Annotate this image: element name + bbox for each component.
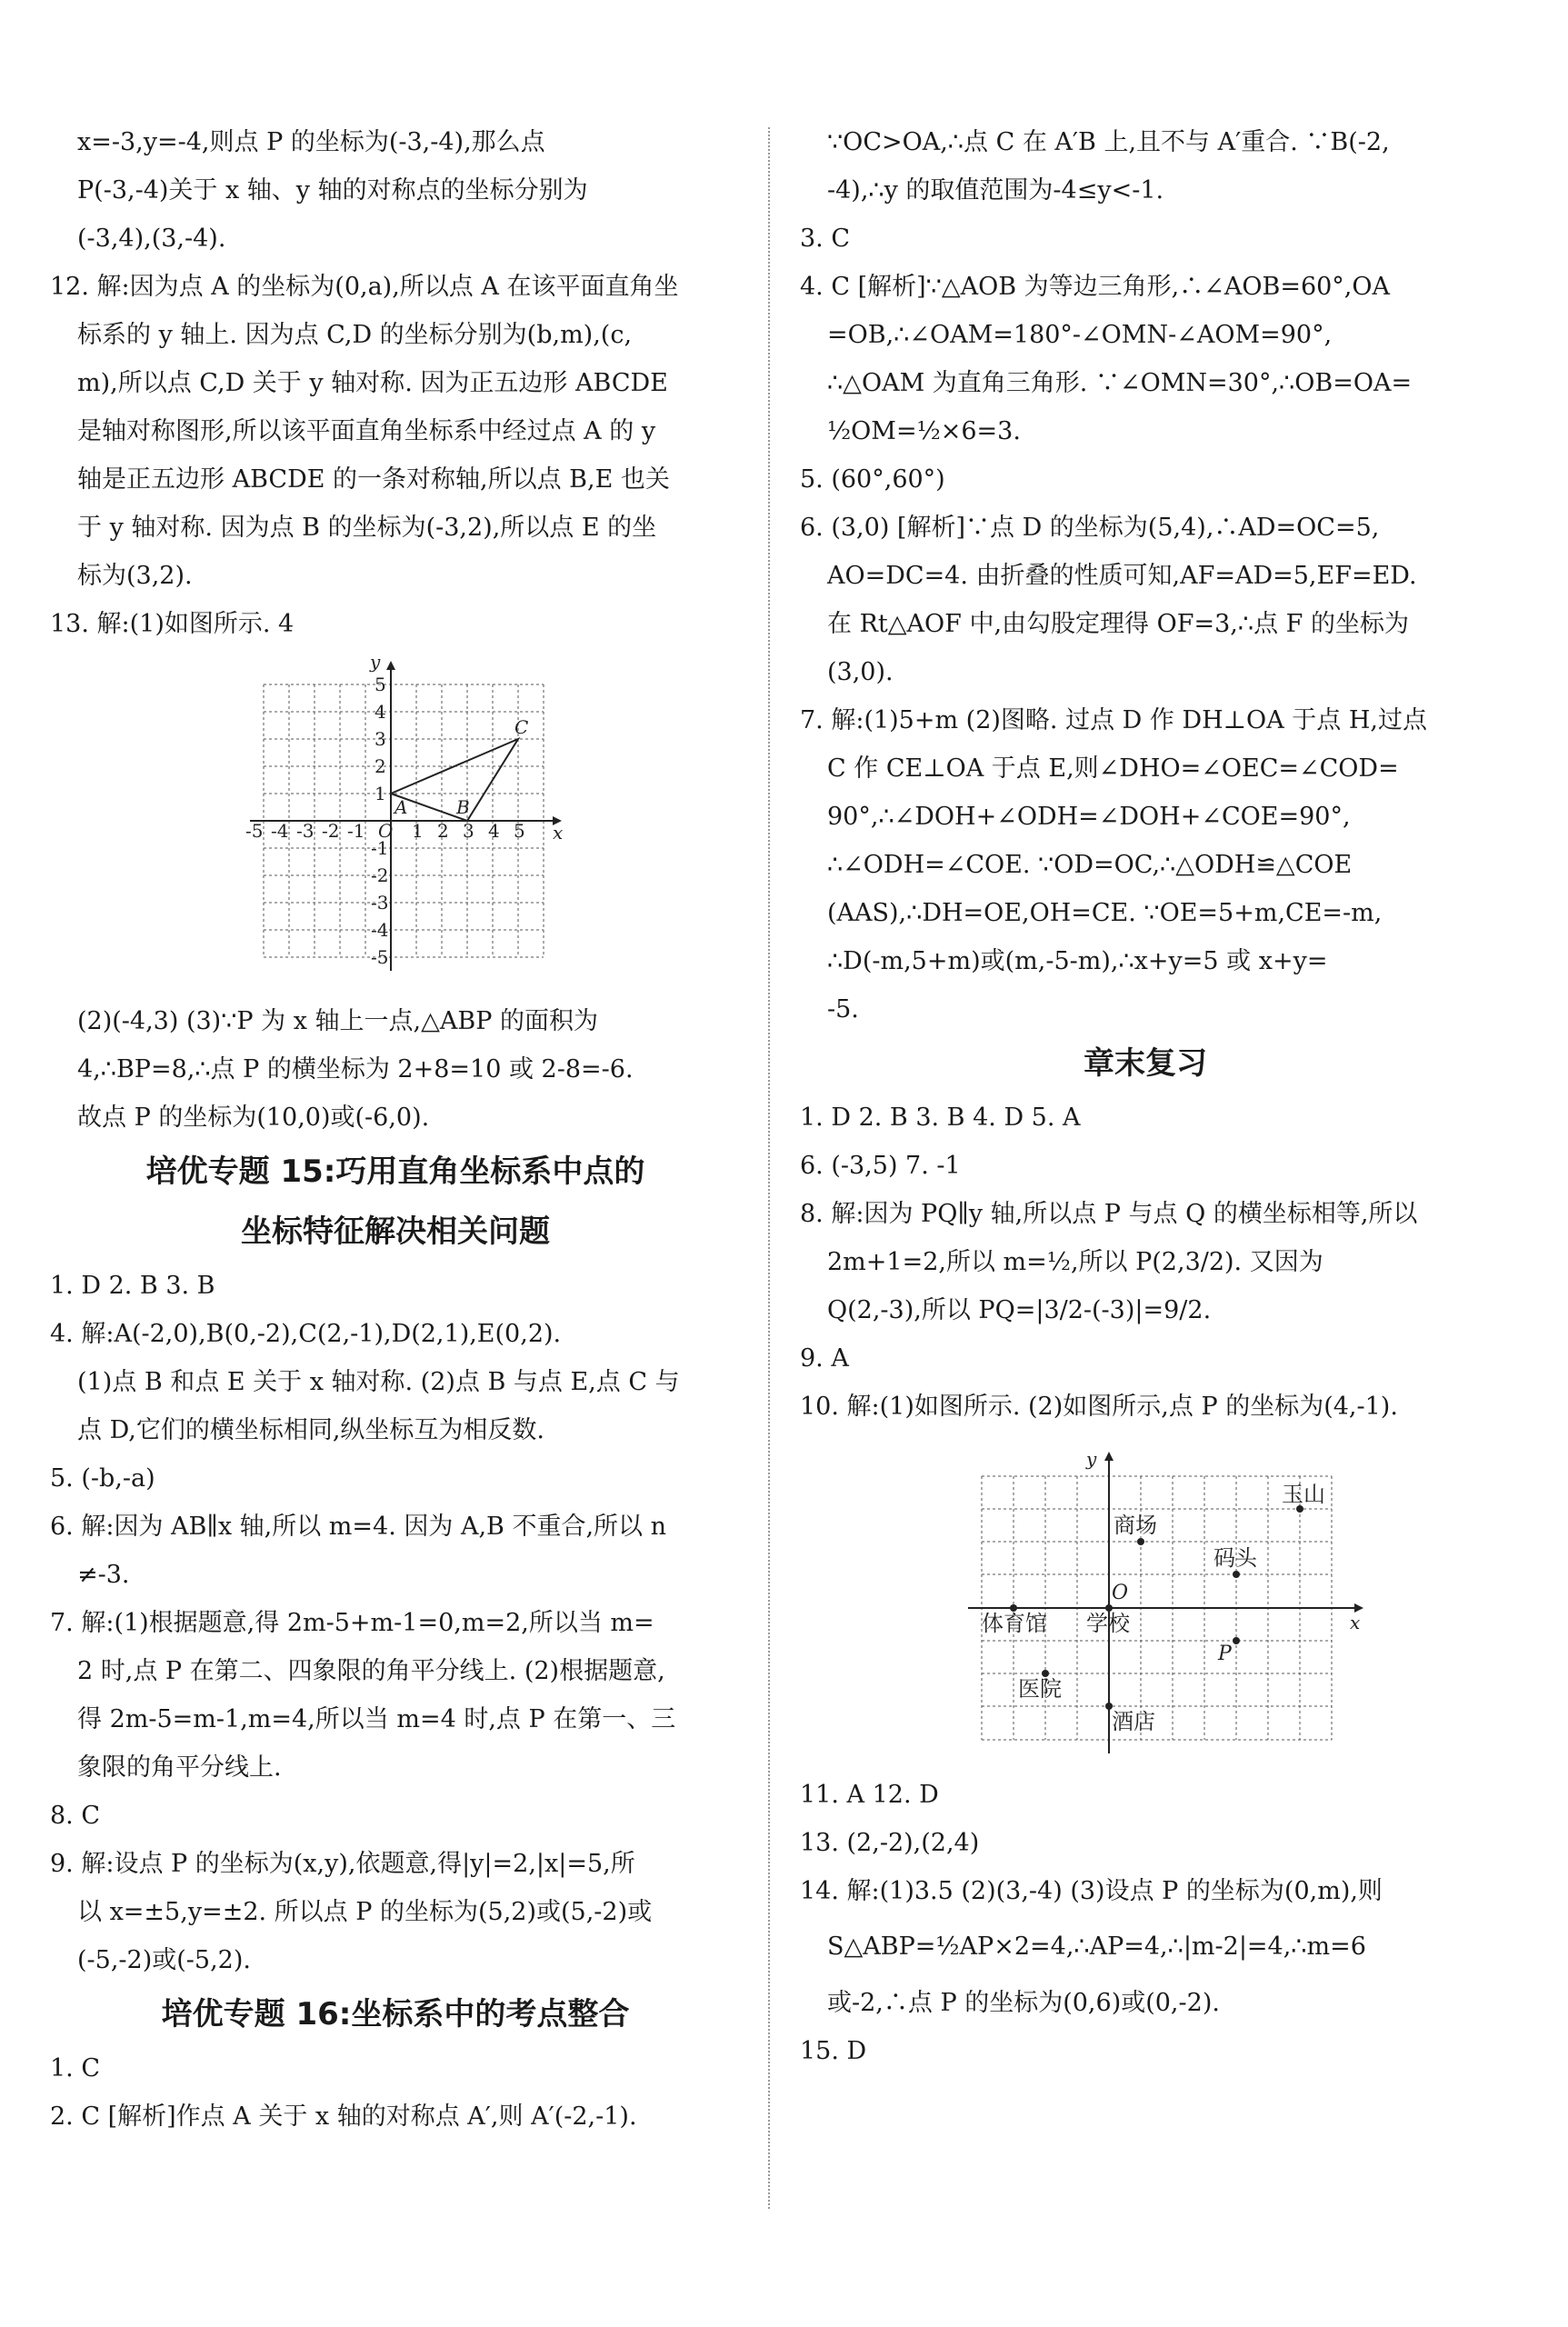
yiyuan-label: 医院 <box>1018 1676 1062 1702</box>
text-line: 2. C [解析]作点 A 关于 x 轴的对称点 A′,则 A′(-2,-1). <box>50 2102 637 2131</box>
x-tick-label: -3 <box>296 820 315 842</box>
section-title-15-line2: 坐标特征解决相关问题 <box>241 1213 550 1250</box>
point-c-label: C <box>514 716 529 738</box>
section-15-answers <box>50 1262 741 1984</box>
text-line: 5. (-b,-a) <box>50 1464 155 1493</box>
text-line: 1. D 2. B 3. B 4. D 5. A <box>800 1104 1081 1132</box>
question-12 <box>50 263 741 600</box>
text-line: AO=DC=4. 由折叠的性质可知,AF=AD=5,EF=ED. <box>827 562 1417 590</box>
text-line: ∴∠ODH=∠COE. ∵OD=OC,∴△ODH≌△COE <box>827 851 1353 879</box>
text-line: 得 2m-5=m-1,m=4,所以当 m=4 时,点 P 在第一、三 <box>77 1705 676 1733</box>
review-answers-2 <box>800 1771 1491 2075</box>
text-line: ½OM=½×6=3. <box>827 417 1021 445</box>
xuexiao-label: 学校 <box>1086 1611 1130 1636</box>
map-grid <box>959 1449 1368 1758</box>
review-answers <box>800 1094 1491 1431</box>
right-column <box>800 118 1491 2075</box>
text-line: 2 时,点 P 在第二、四象限的角平分线上. (2)根据题意, <box>77 1657 665 1685</box>
text-line: C 作 CE⊥OA 于点 E,则∠DHO=∠OEC=∠COD= <box>827 754 1399 783</box>
column-divider <box>768 127 770 2209</box>
text-line: 4. 解:A(-2,0),B(0,-2),C(2,-1),D(2,1),E(0,2). <box>50 1320 562 1348</box>
matou-label: 码头 <box>1213 1545 1257 1571</box>
text-line: 7. 解:(1)根据题意,得 2m-5+m-1=0,m=2,所以当 m= <box>50 1609 654 1637</box>
y-tick-label: 1 <box>375 783 386 804</box>
text-line: 4,∴BP=8,∴点 P 的横坐标为 2+8=10 或 2-8=-6. <box>77 1055 634 1084</box>
text-line: 1. C <box>50 2054 101 2082</box>
x-tick-label: 3 <box>463 820 474 842</box>
y-axis-arrow <box>1104 1452 1114 1461</box>
y-tick-label: -5 <box>371 946 389 968</box>
x-tick-label: 5 <box>514 820 525 842</box>
y-tick-label: -3 <box>371 892 389 914</box>
text-line: =OB,∴∠OAM=180°-∠OMN-∠AOM=90°, <box>827 321 1333 349</box>
y-tick-label: 3 <box>375 728 386 750</box>
text-line: 标为(3,2). <box>77 562 193 590</box>
text-line: x=-3,y=-4,则点 P 的坐标为(-3,-4),那么点 <box>77 128 545 156</box>
x-tick-label: -4 <box>271 820 289 842</box>
text-line: -5. <box>827 995 859 1024</box>
text-line: ∴△OAM 为直角三角形. ∵∠OMN=30°,∴OB=OA= <box>827 369 1413 397</box>
text-line: 5. (60°,60°) <box>800 465 945 494</box>
y-tick-label: 5 <box>375 674 386 695</box>
x-tick-label: 1 <box>412 820 424 842</box>
x-tick-label: 2 <box>437 820 449 842</box>
text-line: (-5,-2)或(-5,2). <box>77 1946 251 1974</box>
text-line: ∴D(-m,5+m)或(m,-5-m),∴x+y=5 或 x+y= <box>827 947 1328 975</box>
text-line: (-3,4),(3,-4). <box>77 225 226 253</box>
text-line: 6. (-3,5) 7. -1 <box>800 1152 961 1180</box>
text-line: Q(2,-3),所以 PQ=|3/2-(-3)|=9/2. <box>827 1296 1212 1324</box>
text-line: 90°,∴∠DOH+∠ODH=∠DOH+∠COE=90°, <box>827 803 1351 831</box>
text-line: 点 D,它们的横坐标相同,纵坐标互为相反数. <box>77 1416 545 1444</box>
text-line: 9. 解:设点 P 的坐标为(x,y),依题意,得|y|=2,|x|=5,所 <box>50 1850 635 1878</box>
text-line: 11. A 12. D <box>800 1781 939 1809</box>
y-axis-label: y <box>1086 1449 1097 1470</box>
point-a-label: A <box>394 796 408 818</box>
text-line: 或-2,∴点 P 的坐标为(0,6)或(0,-2). <box>827 1989 1220 2017</box>
x-tick-label: -5 <box>245 820 264 842</box>
text-line: 是轴对称图形,所以该平面直角坐标系中经过点 A 的 y <box>77 417 656 445</box>
left-column <box>50 118 741 2141</box>
y-tick-label: -4 <box>371 919 389 941</box>
text-line: 1. D 2. B 3. B <box>50 1272 215 1300</box>
text-line: 12. 解:因为点 A 的坐标为(0,a),所以点 A 在该平面直角坐 <box>50 273 679 301</box>
text-line: 轴是正五边形 ABCDE 的一条对称轴,所以点 B,E 也关 <box>77 465 670 494</box>
text-line: 13. (2,-2),(2,4) <box>800 1829 980 1857</box>
section-title-16: 培优专题 16:坐标系中的考点整合 <box>161 1996 630 2032</box>
text-line: ∵OC>OA,∴点 C 在 A′B 上,且不与 A′重合. ∵B(-2, <box>827 128 1390 156</box>
text-line: 2m+1=2,所以 m=½,所以 P(2,3/2). 又因为 <box>827 1248 1323 1276</box>
tiyuguan-label: 体育馆 <box>982 1611 1047 1636</box>
coordinate-grid <box>245 657 573 984</box>
text-line: P(-3,-4)关于 x 轴、y 轴的对称点的坐标分别为 <box>77 176 588 205</box>
x-tick-label: -2 <box>322 820 340 842</box>
continued-answers <box>800 118 1491 1034</box>
map-grid-figure <box>800 1449 1491 1762</box>
text-line: 6. 解:因为 AB∥x 轴,所以 m=4. 因为 A,B 不重合,所以 n <box>50 1513 667 1541</box>
y-tick-label: -2 <box>371 864 389 886</box>
coordinate-grid-figure <box>50 657 741 988</box>
text-line: 故点 P 的坐标为(10,0)或(-6,0). <box>77 1104 430 1132</box>
matou-point <box>1233 1571 1240 1578</box>
text-line: 3. C <box>800 225 851 253</box>
question-13-head: 13. 解:(1)如图所示. 4 <box>50 610 295 638</box>
text-line: 标系的 y 轴上. 因为点 C,D 的坐标分别为(b,m),(c, <box>77 321 633 349</box>
text-line: 15. D <box>800 2037 867 2065</box>
section-title-review: 章末复习 <box>1084 1045 1207 1082</box>
text-line: 7. 解:(1)5+m (2)图略. 过点 D 作 DH⊥OA 于点 H,过点 <box>800 706 1427 734</box>
text-line: (AAS),∴DH=OE,OH=CE. ∵OE=5+m,CE=-m, <box>827 899 1383 927</box>
y-axis-arrow <box>386 661 395 670</box>
text-line: 14. 解:(1)3.5 (2)(3,-4) (3)设点 P 的坐标为(0,m),则 <box>800 1877 1383 1905</box>
p-point <box>1233 1637 1240 1644</box>
text-line: (2)(-4,3) (3)∵P 为 x 轴上一点,△ABP 的面积为 <box>77 1007 598 1035</box>
text-line: 8. 解:因为 PQ∥y 轴,所以点 P 与点 Q 的横坐标相等,所以 <box>800 1200 1418 1228</box>
text-line: 在 Rt△AOF 中,由勾股定理得 OF=3,∴点 F 的坐标为 <box>827 610 1409 638</box>
text-line: (1)点 B 和点 E 关于 x 轴对称. (2)点 B 与点 E,点 C 与 <box>77 1368 680 1396</box>
text-line: 于 y 轴对称. 因为点 B 的坐标为(-3,2),所以点 E 的坐 <box>77 514 657 542</box>
text-line: S△ABP=½AP×2=4,∴AP=4,∴|m-2|=4,∴m=6 <box>827 1933 1366 1961</box>
section-title-15: 培优专题 15:巧用直角坐标系中点的 <box>145 1154 645 1190</box>
y-tick-label: 2 <box>375 755 386 777</box>
origin-label: O <box>378 820 394 842</box>
text-line: ≠-3. <box>77 1561 130 1589</box>
y-tick-label: 4 <box>375 701 386 723</box>
y-tick-label: -1 <box>371 837 389 859</box>
triangle-abc <box>391 739 518 821</box>
text-line: (3,0). <box>827 658 894 686</box>
text-line: 象限的角平分线上. <box>77 1753 282 1782</box>
jiudian-label: 酒店 <box>1112 1709 1155 1734</box>
origin-label: O <box>1112 1582 1129 1604</box>
text-line: -4),∴y 的取值范围为-4≤y<-1. <box>827 176 1164 205</box>
x-tick-label: 4 <box>488 820 500 842</box>
text-line: 6. (3,0) [解析]∵点 D 的坐标为(5,4),∴AD=OC=5, <box>800 514 1380 542</box>
point-b-label: B <box>456 796 470 818</box>
text-line: 8. C <box>50 1802 101 1830</box>
text-line: 4. C [解析]∵△AOB 为等边三角形,∴∠AOB=60°,OA <box>800 273 1391 301</box>
x-tick-label: -1 <box>347 820 365 842</box>
x-axis-label: x <box>553 822 564 844</box>
shangchang-label: 商场 <box>1114 1513 1157 1538</box>
yushan-label: 玉山 <box>1282 1482 1325 1507</box>
text-line: 以 x=±5,y=±2. 所以点 P 的坐标为(5,2)或(5,-2)或 <box>77 1898 653 1926</box>
text-line: 10. 解:(1)如图所示. (2)如图所示,点 P 的坐标为(4,-1). <box>800 1393 1398 1421</box>
text-line: 9. A <box>800 1344 849 1373</box>
x-axis-label: x <box>1350 1612 1361 1633</box>
p-label: P <box>1218 1643 1232 1665</box>
shangchang-point <box>1137 1538 1144 1545</box>
text-line: m),所以点 C,D 关于 y 轴对称. 因为正五边形 ABCDE <box>77 369 668 397</box>
y-axis-label: y <box>370 657 381 673</box>
